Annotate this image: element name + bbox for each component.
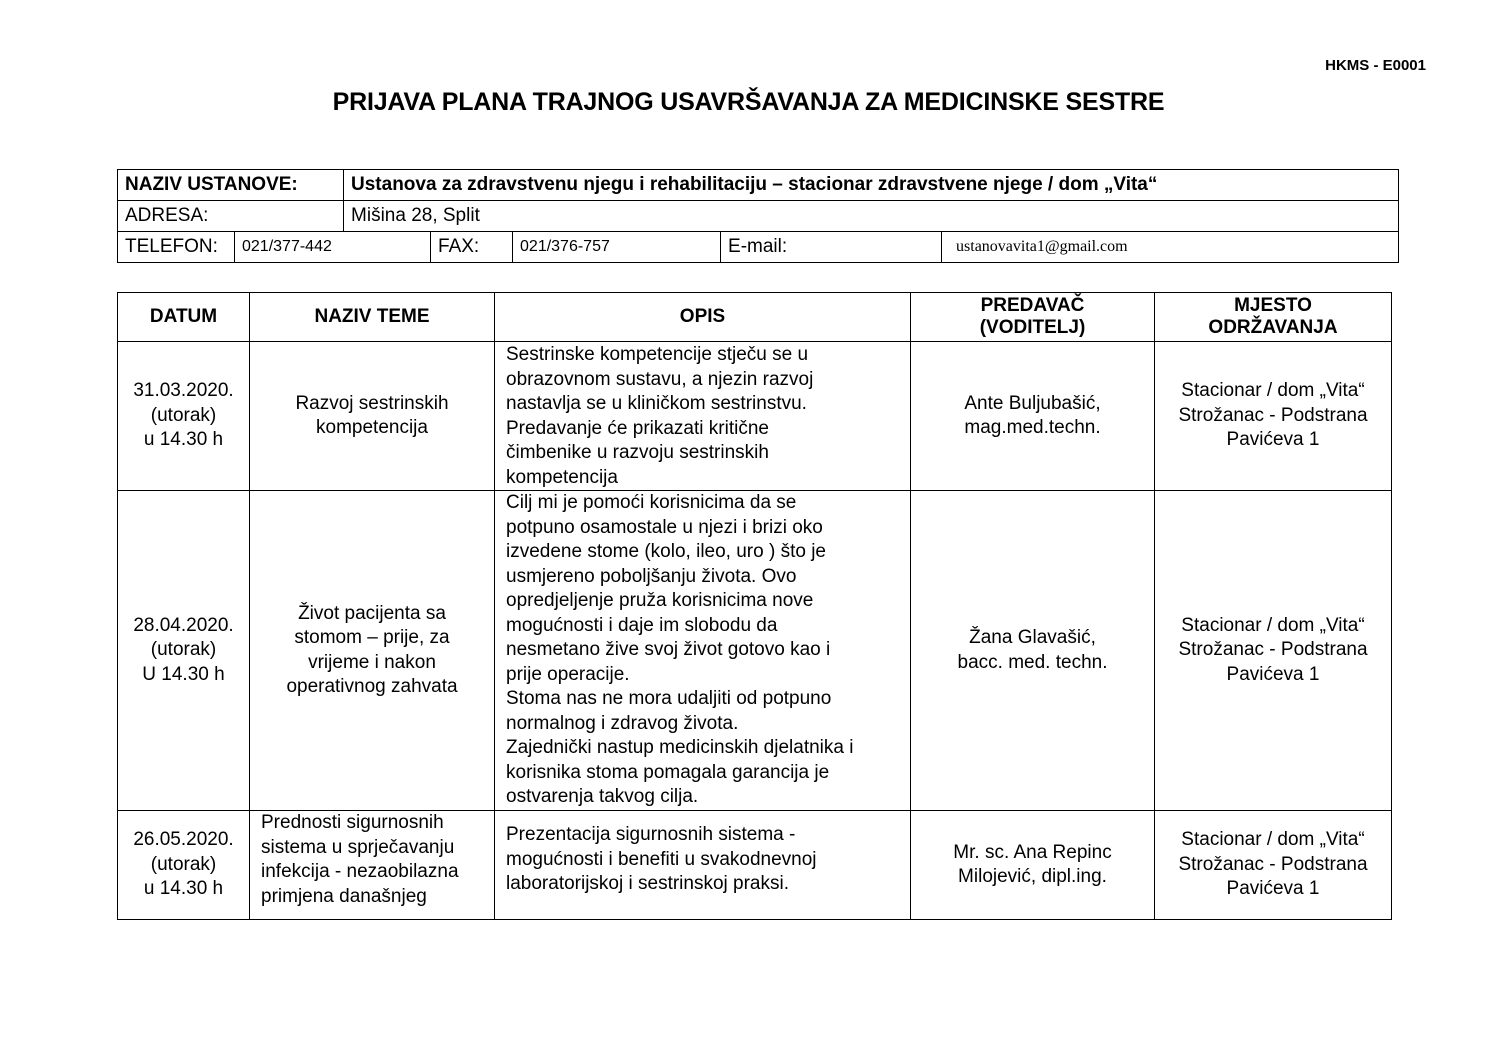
institution-info-table <box>117 169 1399 263</box>
row-description: Cilj mi je pomoći korisnicima da se potpuno osamostale u njezi i brizi oko izvedene stome (kolo, ileo, uro ) što je usmjereno poboljšanju života. Ovo opredjeljenje pruža korisnicima nove mogućnosti i daje im slobodu da nesmetano žive svoj život gotovo kao i prije operacije. Stoma nas ne mora udaljiti od potpuno normalnog i zdravog života. Zajednički nastup medicinskih djelatnika i korisnika stoma pomagala garancija je ostvarenja takvog cilja. <box>495 491 911 811</box>
email-label: E-mail: <box>721 232 942 263</box>
email-value: ustanovavita1@gmail.com <box>942 232 1399 263</box>
header-description: OPIS <box>495 293 911 342</box>
table-row <box>118 342 1392 491</box>
header-topic: NAZIV TEME <box>250 293 495 342</box>
row-lecturer: Ante Buljubašić, mag.med.techn. <box>911 342 1155 491</box>
header-venue: MJESTO ODRŽAVANJA <box>1155 293 1392 342</box>
phone-value: 021/377-442 <box>235 232 431 263</box>
row-topic: Prednosti sigurnosnih sistema u sprječavanju infekcija - nezaobilazna primjena današnjeg <box>250 811 495 920</box>
address-value: Mišina 28, Split <box>344 201 1399 232</box>
row-date: 28.04.2020. (utorak) U 14.30 h <box>118 491 250 811</box>
header-date: DATUM <box>118 293 250 342</box>
document-code: HKMS - E0001 <box>1325 57 1426 74</box>
row-venue: Stacionar / dom „Vita“ Strožanac - Podstrana Pavićeva 1 <box>1155 342 1392 491</box>
table-row <box>118 491 1392 811</box>
fax-label: FAX: <box>431 232 513 263</box>
row-topic: Razvoj sestrinskih kompetencija <box>250 342 495 491</box>
document-title: PRIJAVA PLANA TRAJNOG USAVRŠAVANJA ZA MEDICINSKE SESTRE <box>332 88 1165 116</box>
institution-name-row <box>118 170 1399 201</box>
education-plan-table <box>117 292 1392 920</box>
institution-address-row <box>118 201 1399 232</box>
row-lecturer: Mr. sc. Ana Repinc Milojević, dipl.ing. <box>911 811 1155 920</box>
row-venue: Stacionar / dom „Vita“ Strožanac - Podstrana Pavićeva 1 <box>1155 811 1392 920</box>
row-description: Prezentacija sigurnosnih sistema - mogućnosti i benefiti u svakodnevnoj laboratorijskoj i sestrinskoj praksi. <box>495 811 911 920</box>
header-lecturer: PREDAVAČ (VODITELJ) <box>911 293 1155 342</box>
plan-header-row <box>118 293 1392 342</box>
row-date: 31.03.2020. (utorak) u 14.30 h <box>118 342 250 491</box>
institution-name-label: NAZIV USTANOVE: <box>118 170 344 201</box>
row-topic: Život pacijenta sa stomom – prije, za vrijeme i nakon operativnog zahvata <box>250 491 495 811</box>
row-lecturer: Žana Glavašić, bacc. med. techn. <box>911 491 1155 811</box>
row-date: 26.05.2020. (utorak) u 14.30 h <box>118 811 250 920</box>
fax-value: 021/376-757 <box>513 232 721 263</box>
row-description: Sestrinske kompetencije stječu se u obrazovnom sustavu, a njezin razvoj nastavlja se u kliničkom sestrinstvu. Predavanje će prikazati kritične čimbenike u razvoju sestrinskih kompetencija <box>495 342 911 491</box>
address-label: ADRESA: <box>118 201 344 232</box>
table-row <box>118 811 1392 920</box>
row-venue: Stacionar / dom „Vita“ Strožanac - Podstrana Pavićeva 1 <box>1155 491 1392 811</box>
institution-contact-row <box>118 232 1399 263</box>
institution-name-value: Ustanova za zdravstvenu njegu i rehabilitaciju – stacionar zdravstvene njege / dom „Vita“ <box>344 170 1399 201</box>
phone-label: TELEFON: <box>118 232 235 263</box>
